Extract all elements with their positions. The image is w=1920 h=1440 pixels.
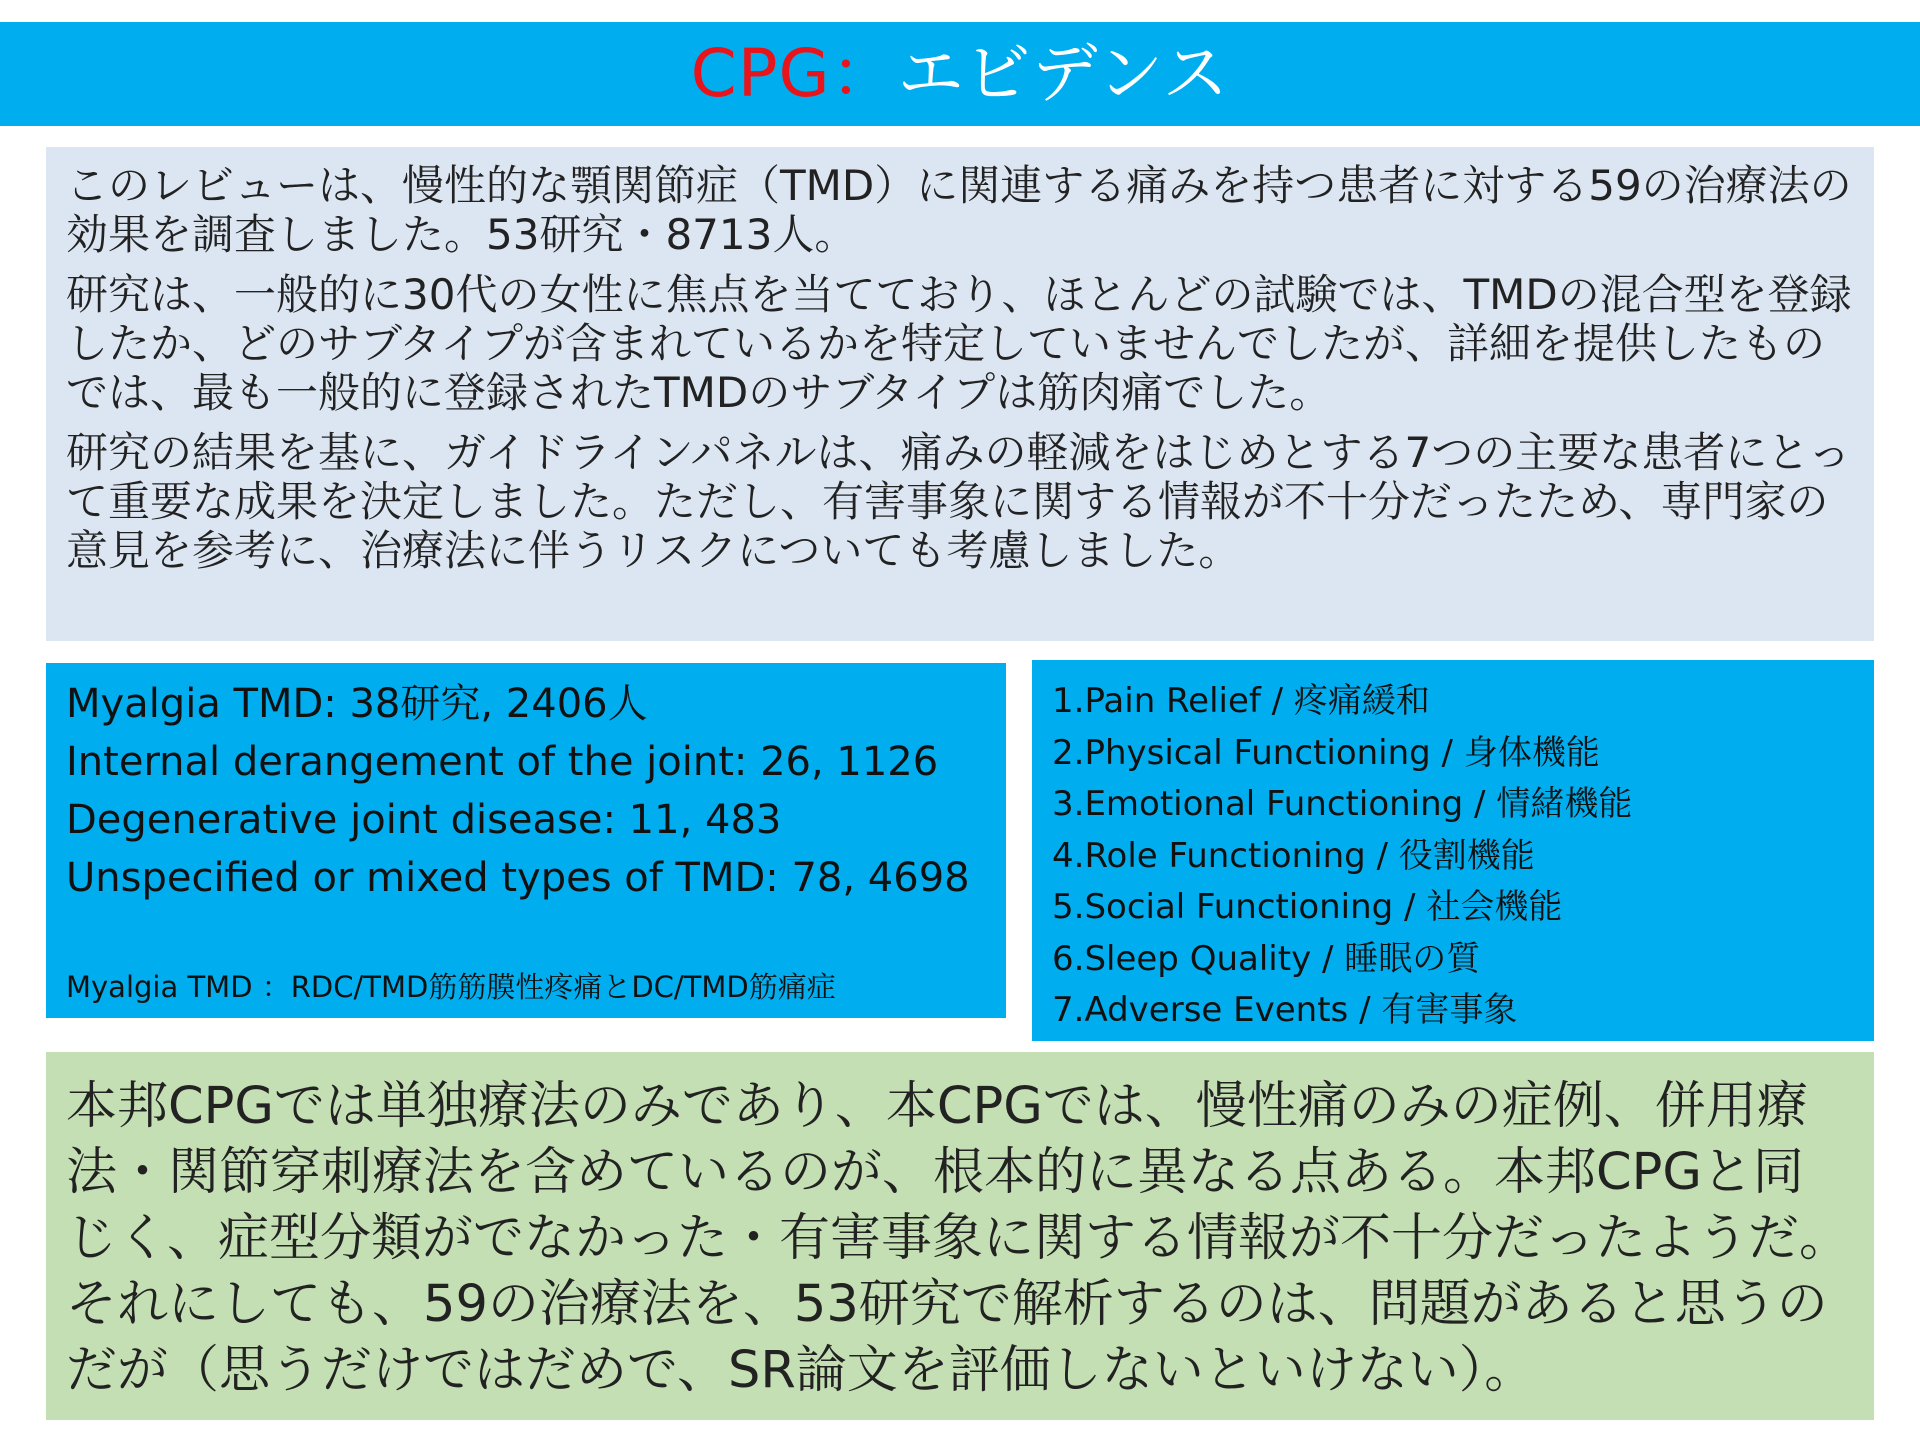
title-bar (0, 22, 1920, 126)
title-prefix: CPG： (690, 35, 898, 112)
title-main: エビデンス (897, 35, 1230, 112)
subtype-note: Myalgia TMD ：RDC/TMD筋筋膜性疼痛とDC/TMD筋痛症 (66, 970, 836, 1004)
outcome-item: 3.Emotional Functioning / 情緒機能 (1052, 784, 1633, 824)
outcomes-box (1032, 660, 1874, 1041)
subtype-unspecified: Unspecified or mixed types of TMD: 78, 4698 (66, 855, 970, 901)
outcome-item: 6.Sleep Quality / 睡眠の質 (1052, 938, 1481, 979)
subtype-internal-derangement: Internal derangement of the joint: 26, 1126 (66, 739, 939, 785)
summary-paragraph-2: 研究は、一般的に30代の女性に焦点を当てており、ほとんどの試験では、TMDの混合型を登録したか、どのサブタイプが含まれているかを特定していませんでしたが、詳細を提供したものでは、最も一般的に登録されたTMDのサブタイプは筋肉痛でした。 (66, 270, 1852, 417)
comment-box (46, 1052, 1874, 1420)
subtype-degenerative: Degenerative joint disease: 11, 483 (66, 797, 782, 843)
outcome-item: 1.Pain Relief / 疼痛緩和 (1052, 681, 1430, 721)
comment-text: 本邦CPGでは単独療法のみであり、本CPGでは、慢性痛のみの症例、併用療法・関節穿刺療法を含めているのが、根本的に異なる点ある。本邦CPGと同じく、症型分類がでなかった・有害事象に関する情報が不十分だったようだ。それにしても、59の治療法を、53研究で解析するのは、問題があると思うのだが（思うだけではだめで、SR論文を評価しないといけない）。 (66, 1077, 1850, 1400)
summary-paragraph-1: このレビューは、慢性的な顎関節症（TMD）に関連する痛みを持つ患者に対する59の治療法の効果を調査しました。53研究・8713人。 (66, 161, 1852, 259)
subtype-myalgia: Myalgia TMD: 38研究, 2406人 (66, 681, 648, 727)
tmd-subtypes-box (46, 663, 1006, 1018)
summary-paragraph-3: 研究の結果を基に、ガイドラインパネルは、痛みの軽減をはじめとする7つの主要な患者にとって重要な成果を決定しました。ただし、有害事象に関する情報が不十分だったため、専門家の意見を参考に、治療法に伴うリスクについても考慮しました。 (66, 428, 1851, 575)
review-summary-box (46, 147, 1874, 641)
outcome-item: 2.Physical Functioning / 身体機能 (1052, 732, 1600, 773)
outcome-item: 7.Adverse Events / 有害事象 (1052, 990, 1518, 1030)
outcome-item: 5.Social Functioning / 社会機能 (1052, 887, 1563, 927)
slide-title (690, 35, 1230, 112)
outcome-item: 4.Role Functioning / 役割機能 (1052, 835, 1535, 876)
